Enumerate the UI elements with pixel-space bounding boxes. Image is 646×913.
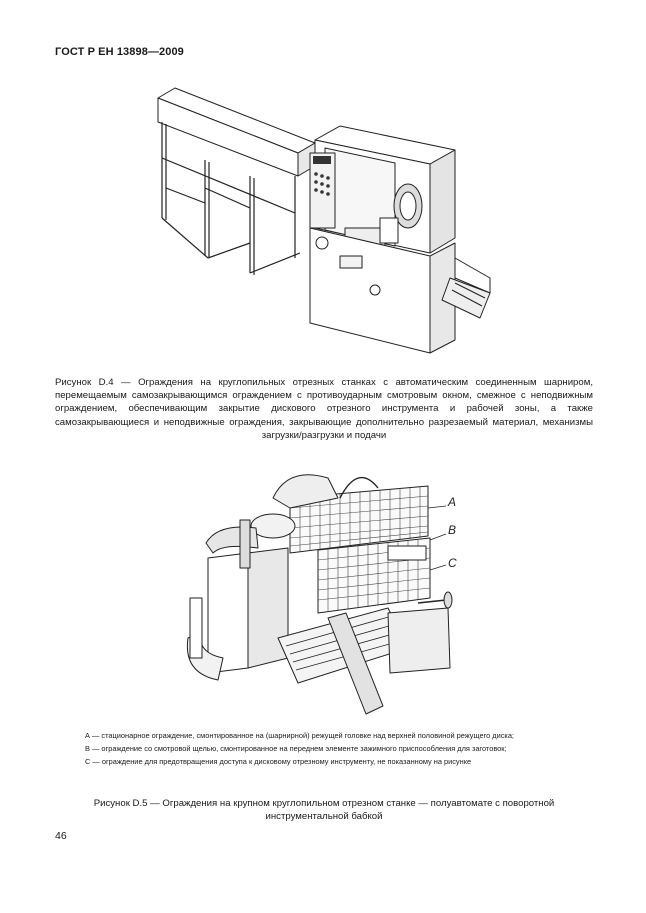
overhead-hood [158, 88, 315, 176]
label-a: A [448, 495, 457, 509]
legend-item-a: А — стационарное ограждение, смонтированное на (шарнирной) режущей головке над верхней половиной режущего диска; [85, 731, 514, 740]
legend-item-c: С — ограждение для предотвращения доступа к дисковому отрезному инструменту, не показанному на рисунке [85, 757, 472, 766]
label-b: B [448, 523, 457, 537]
figure-labels [447, 495, 457, 570]
figure-d5-legend [55, 730, 593, 769]
figure-d4-caption: Рисунок D.4 — Ограждения на круглопильных отрезных станках с автоматическим соединенным шарниром, перемещаемым самозакрывающимся ограждением с противоударным смотровым окном, смежное с неподвижным ограждением, обеспечивающим закрытие дискового отрезного инструмента и рабочей зоны, а также самозакрывающиеся и неподвижные ограждения, закрывающие дополнительно разрезаемый материал, механизмы загрузки/разгрузки и подачи [55, 377, 593, 441]
label-leaders [428, 506, 446, 570]
document-header: ГОСТ Р ЕН 13898—2009 [55, 46, 184, 58]
figure-d5-caption: Рисунок D.5 — Ограждения на крупном круглопильном отрезном станке — полуавтомате с поворотной инструментальной бабкой [93, 798, 555, 823]
page-number: 46 [55, 830, 67, 842]
label-c: C [448, 556, 457, 570]
legend-item-b: В — ограждение со смотровой щелью, смонтированное на переднем элементе зажимного приспособления для заготовок; [85, 744, 507, 753]
figure-d5-illustration [178, 458, 468, 720]
roller-conveyor [278, 608, 450, 714]
figure-d4-illustration [150, 78, 495, 363]
mesh-guard-b [318, 538, 430, 613]
